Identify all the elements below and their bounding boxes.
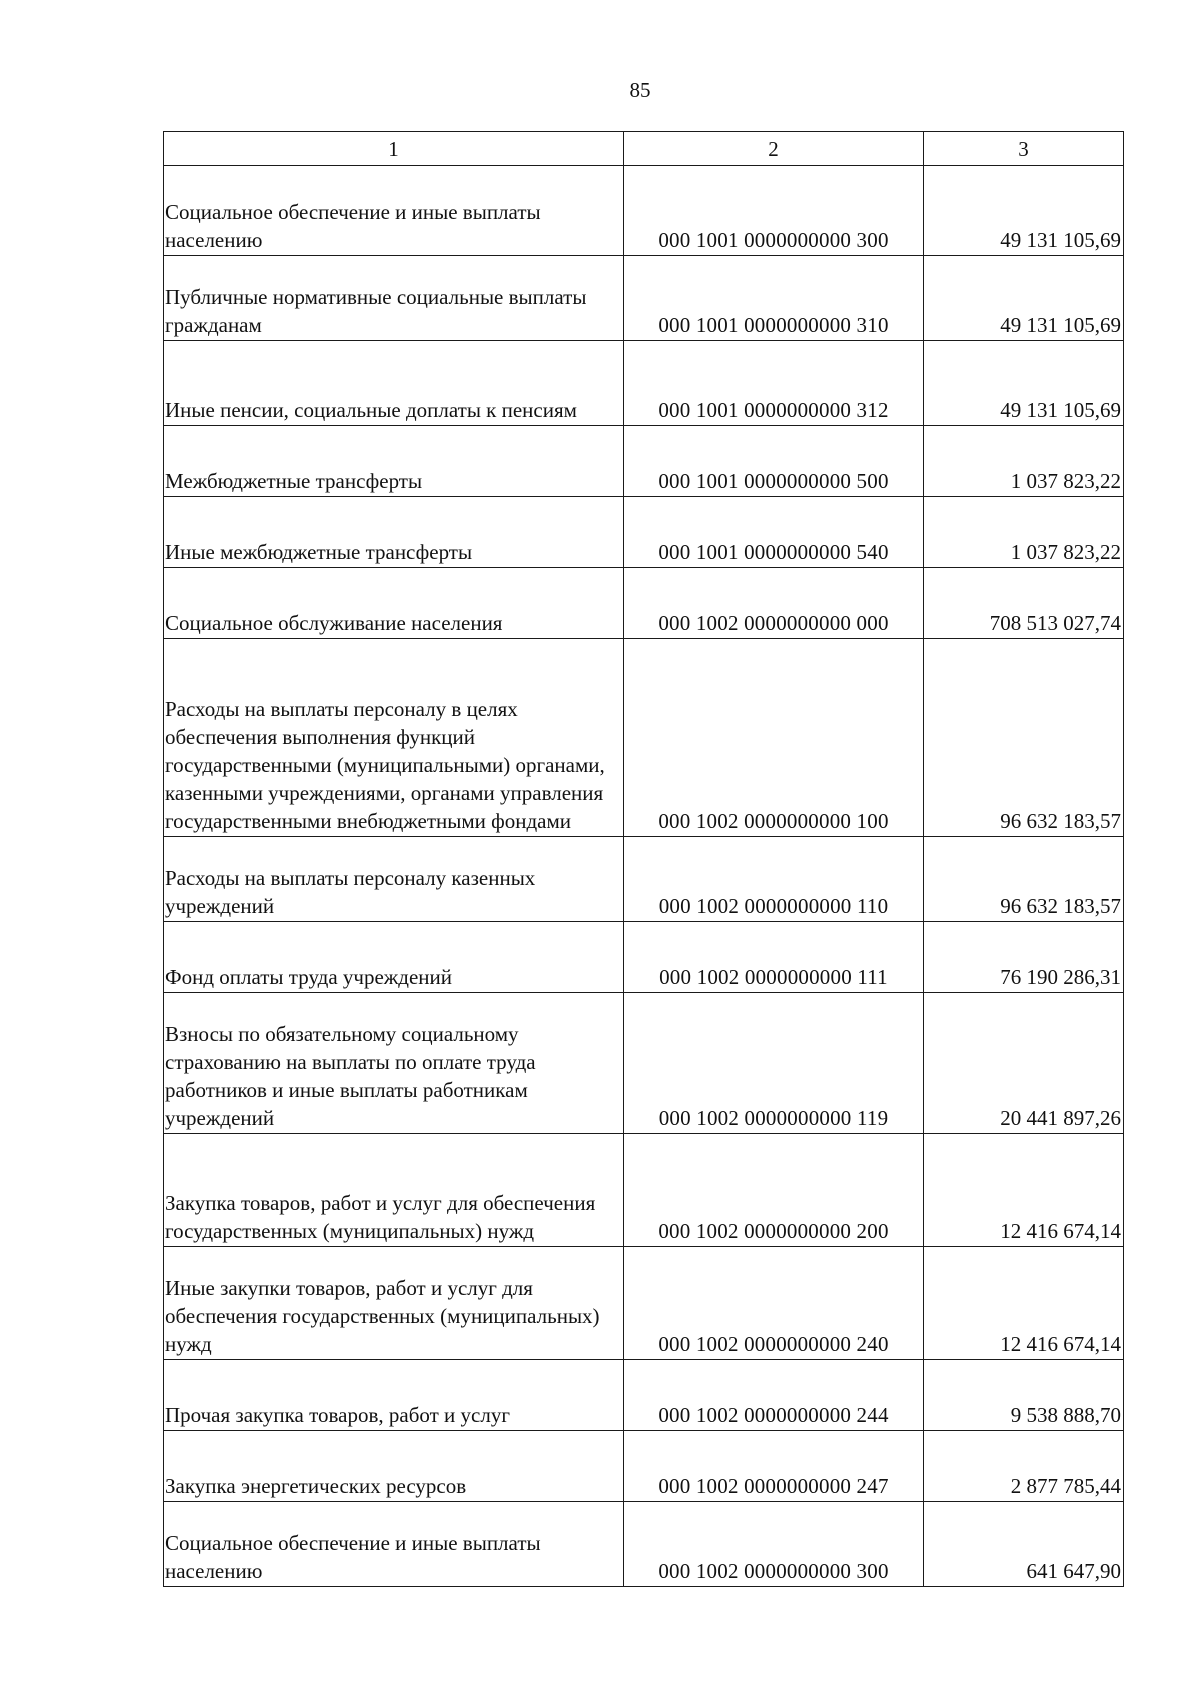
table-row (164, 256, 1124, 341)
table-row (164, 1247, 1124, 1360)
table-row (164, 341, 1124, 426)
column-header: 1 (164, 132, 624, 166)
row-name: Фонд оплаты труда учреждений (164, 922, 624, 993)
row-code: 000 1002 0000000000 200 (624, 1134, 924, 1247)
row-amount: 96 632 183,57 (924, 837, 1124, 922)
row-name: Взносы по обязательному социальному страхованию на выплаты по оплате труда работников и иные выплаты работникам учреждений (164, 993, 624, 1134)
table-row (164, 1502, 1124, 1587)
row-name: Прочая закупка товаров, работ и услуг (164, 1360, 624, 1431)
table-row (164, 639, 1124, 837)
table-row (164, 166, 1124, 256)
row-code: 000 1002 0000000000 110 (624, 837, 924, 922)
table-row (164, 1431, 1124, 1502)
row-amount: 1 037 823,22 (924, 497, 1124, 568)
table-row (164, 426, 1124, 497)
row-code: 000 1001 0000000000 500 (624, 426, 924, 497)
row-name: Закупка энергетических ресурсов (164, 1431, 624, 1502)
column-header: 2 (624, 132, 924, 166)
row-name: Закупка товаров, работ и услуг для обеспечения государственных (муниципальных) нужд (164, 1134, 624, 1247)
row-amount: 2 877 785,44 (924, 1431, 1124, 1502)
row-code: 000 1001 0000000000 540 (624, 497, 924, 568)
row-code: 000 1002 0000000000 247 (624, 1431, 924, 1502)
row-code: 000 1002 0000000000 244 (624, 1360, 924, 1431)
column-header: 3 (924, 132, 1124, 166)
row-code: 000 1001 0000000000 300 (624, 166, 924, 256)
row-code: 000 1001 0000000000 312 (624, 341, 924, 426)
row-name: Социальное обеспечение и иные выплаты населению (164, 166, 624, 256)
row-amount: 1 037 823,22 (924, 426, 1124, 497)
row-amount: 49 131 105,69 (924, 341, 1124, 426)
row-name: Иные закупки товаров, работ и услуг для обеспечения государственных (муниципальных) нужд (164, 1247, 624, 1360)
row-code: 000 1002 0000000000 240 (624, 1247, 924, 1360)
row-code: 000 1001 0000000000 310 (624, 256, 924, 341)
table-row (164, 568, 1124, 639)
row-amount: 49 131 105,69 (924, 256, 1124, 341)
row-amount: 708 513 027,74 (924, 568, 1124, 639)
row-amount: 49 131 105,69 (924, 166, 1124, 256)
row-code: 000 1002 0000000000 119 (624, 993, 924, 1134)
row-amount: 12 416 674,14 (924, 1247, 1124, 1360)
row-name: Расходы на выплаты персоналу казенных учреждений (164, 837, 624, 922)
table-row (164, 497, 1124, 568)
row-amount: 9 538 888,70 (924, 1360, 1124, 1431)
row-amount: 641 647,90 (924, 1502, 1124, 1587)
table-row (164, 993, 1124, 1134)
row-name: Межбюджетные трансферты (164, 426, 624, 497)
table-header-row (164, 132, 1124, 166)
table-row (164, 1360, 1124, 1431)
row-name: Иные пенсии, социальные доплаты к пенсиям (164, 341, 624, 426)
row-code: 000 1002 0000000000 111 (624, 922, 924, 993)
table-row (164, 922, 1124, 993)
row-name: Социальное обслуживание населения (164, 568, 624, 639)
table-row (164, 1134, 1124, 1247)
row-code: 000 1002 0000000000 000 (624, 568, 924, 639)
row-amount: 76 190 286,31 (924, 922, 1124, 993)
row-name: Иные межбюджетные трансферты (164, 497, 624, 568)
row-name: Социальное обеспечение и иные выплаты населению (164, 1502, 624, 1587)
budget-table (163, 131, 1124, 1587)
row-amount: 20 441 897,26 (924, 993, 1124, 1134)
row-name: Публичные нормативные социальные выплаты гражданам (164, 256, 624, 341)
row-amount: 96 632 183,57 (924, 639, 1124, 837)
page-number: 85 (629, 78, 651, 102)
row-name: Расходы на выплаты персоналу в целях обеспечения выполнения функций государственными (муниципальными) органами, казенными учреждениями, органами управления государственными внебюджетными фондами (164, 639, 624, 837)
row-amount: 12 416 674,14 (924, 1134, 1124, 1247)
table-row (164, 837, 1124, 922)
row-code: 000 1002 0000000000 100 (624, 639, 924, 837)
row-code: 000 1002 0000000000 300 (624, 1502, 924, 1587)
